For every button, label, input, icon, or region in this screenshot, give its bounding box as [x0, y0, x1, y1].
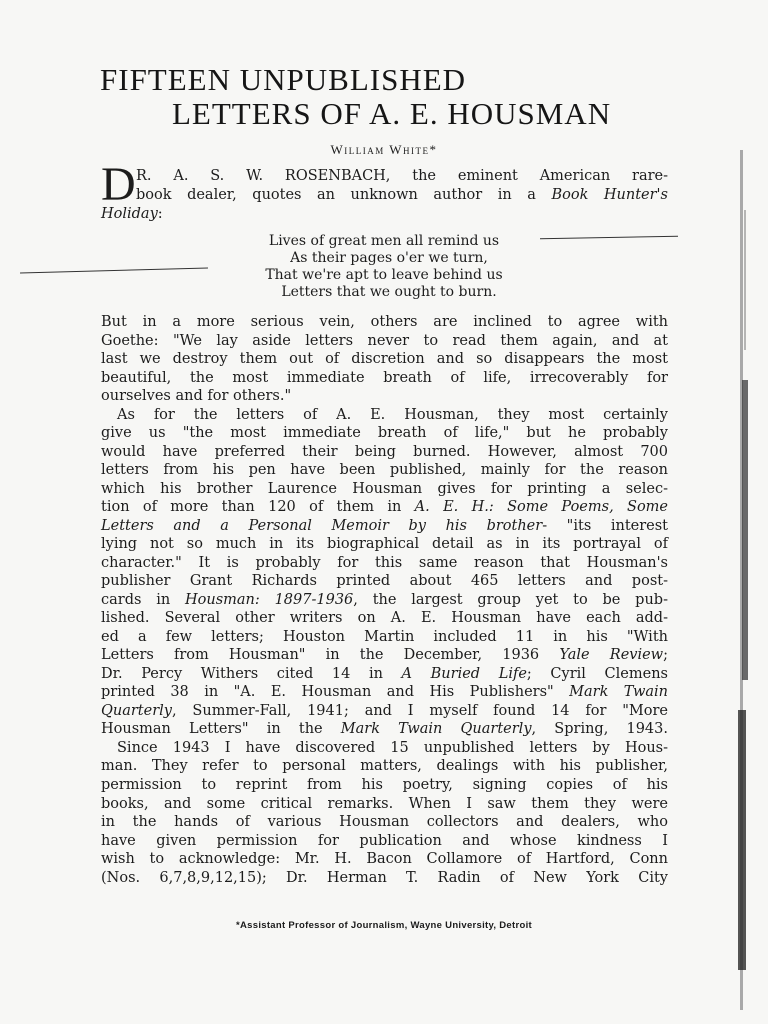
body-line-text: beautiful, the most immediate breath of life, irrecoverably for [101, 369, 668, 386]
body-line-text: , Spring, 1943. [531, 721, 668, 738]
poem-line: Letters that we ought to burn. [281, 284, 497, 300]
body-line [117, 739, 668, 757]
body-line-text: books, and some critical remarks. When I saw them they were [101, 795, 668, 812]
body-line-text: (Nos. 6,7,8,9,12,15); Dr. Herman T. Radin of New York City [101, 869, 668, 886]
body-line-text: ourselves and for others." [101, 388, 292, 405]
italic-title: A. E. H.: Some Poems, Some [414, 499, 669, 516]
body-line [101, 554, 668, 572]
intro-line-2 [136, 186, 668, 204]
body-line-text: cards in [101, 591, 185, 608]
author-footnote: *Assistant Professor of Journalism, Wayne University, Detroit [236, 920, 532, 931]
body-line [101, 795, 668, 813]
body-line-text: permission to reprint from his poetry, signing copies of his [101, 777, 668, 793]
body-line [101, 535, 668, 553]
body-line-text: would have preferred their being burned. However, almost 700 [101, 443, 668, 460]
body-line [101, 313, 668, 331]
body-line [101, 387, 668, 405]
intro-line-2-text: book dealer, quotes an unknown author in a [136, 187, 552, 203]
body-line-text: Letters from Housman" in the December, 1936 [101, 647, 560, 664]
body-line-text: Goethe: "We lay aside letters never to read them again, and at [101, 332, 668, 349]
body-line [101, 813, 668, 831]
italic-title: Housman: 1897-1936 [185, 591, 354, 608]
body-line [101, 443, 668, 461]
article-author [0, 142, 768, 158]
body-line [101, 702, 668, 720]
italic-title: Yale Review [559, 647, 664, 664]
body-line-text: man. They refer to personal matters, dealings with his publisher, [101, 758, 668, 775]
body-line-text: , Summer-Fall, 1941; and I myself found 14 for "More [171, 702, 668, 719]
body-line [101, 369, 668, 387]
article-title-line-2: LETTERS OF A. E. HOUSMAN [172, 96, 612, 131]
body-line-text: ed a few letters; Houston Martin included 11 in his "With [101, 628, 668, 645]
body-line-text: have given permission for publication and whose kindness I [101, 832, 668, 849]
body-line-text: ; [663, 647, 668, 664]
author-name: William White [330, 142, 430, 157]
body-line-text: tion of more than 120 of them in [101, 499, 415, 516]
body-line-text: which his brother Laurence Housman gives for printing a selec- [101, 480, 668, 497]
body-line-text: wish to acknowledge: Mr. H. Bacon Collamore of Hartford, Conn [101, 851, 668, 868]
body-line [101, 350, 668, 368]
body-line-text: As for the letters of A. E. Housman, they most certainly [117, 406, 668, 423]
body-line [101, 461, 668, 479]
body-line-text: lying not so much in its biographical detail as in its portrayal of [101, 536, 668, 553]
italic-title: Mark Twain Quarterly [340, 721, 532, 738]
body-line [101, 869, 668, 887]
body-line [117, 406, 668, 424]
poem-line: That we're apt to leave behind us [265, 267, 503, 283]
body-line [101, 332, 668, 350]
body-line [101, 498, 668, 516]
body-line-text: - "its interest [542, 517, 669, 534]
body-line [101, 646, 668, 664]
body-line [101, 424, 668, 442]
poem-line: Lives of great men all remind us [268, 233, 500, 249]
book-title-em-2: Holiday [101, 206, 158, 222]
body-line-text: character." It is probably for this same reason that Housman's [101, 554, 668, 571]
italic-title: Mark Twain [569, 684, 668, 701]
intro-line-3 [101, 205, 163, 223]
body-line-text: lished. Several other writers on A. E. Housman have each add- [101, 610, 668, 627]
author-footnote-mark: * [429, 142, 438, 157]
body-line [101, 628, 668, 646]
italic-title: Quarterly [101, 702, 172, 719]
body-line-text: But in a more serious vein, others are inclined to agree with [101, 314, 668, 330]
body-line-text: ; Cyril Clemens [526, 665, 668, 682]
body-line [101, 850, 668, 868]
body-line [101, 572, 668, 590]
body-line [101, 832, 668, 850]
italic-title: Letters and a Personal Memoir by his brother [101, 517, 543, 534]
body-line [101, 480, 668, 498]
body-line [101, 776, 668, 794]
body-line [101, 683, 668, 701]
body-line-text: publisher Grant Richards printed about 465 letters and post- [101, 573, 668, 590]
intro-line-3-colon: : [157, 206, 163, 222]
body-line [101, 665, 668, 683]
article-title-line-1: FIFTEEN UNPUBLISHED [100, 62, 467, 97]
body-line-text: Since 1943 I have discovered 15 unpublished letters by Hous- [117, 739, 668, 756]
epigraph-poem [0, 233, 768, 301]
body-line-text: Housman Letters" in the [101, 721, 341, 738]
poem-line: As their pages o'er we turn, [290, 250, 488, 266]
intro-line-1 [136, 167, 668, 185]
intro-line-1-text: R. A. S. W. ROSENBACH, the eminent American rare- [136, 168, 668, 184]
body-line-text: Dr. Percy Withers cited 14 in [101, 665, 402, 682]
body-line [101, 609, 668, 627]
drop-cap: D [101, 158, 136, 211]
body-line-text: in the hands of various Housman collectors and dealers, who [101, 814, 668, 831]
body-line [101, 591, 668, 609]
body-line [101, 757, 668, 775]
body-line-text: , the largest group yet to be pub- [353, 591, 668, 608]
body-line [101, 517, 668, 535]
body-line-text: letters from his pen have been published, mainly for the reason [101, 462, 668, 479]
book-title-em: Book Hunter's [551, 187, 668, 203]
body-line-text: give us "the most immediate breath of life," but he probably [101, 425, 668, 442]
body-line [101, 720, 668, 738]
body-line-text: last we destroy them out of discretion and so disappears the most [101, 351, 668, 368]
italic-title: A Buried Life [401, 665, 527, 682]
body-line-text: printed 38 in "A. E. Housman and His Publishers" [101, 684, 570, 701]
scan-binding-edge [728, 150, 754, 1010]
